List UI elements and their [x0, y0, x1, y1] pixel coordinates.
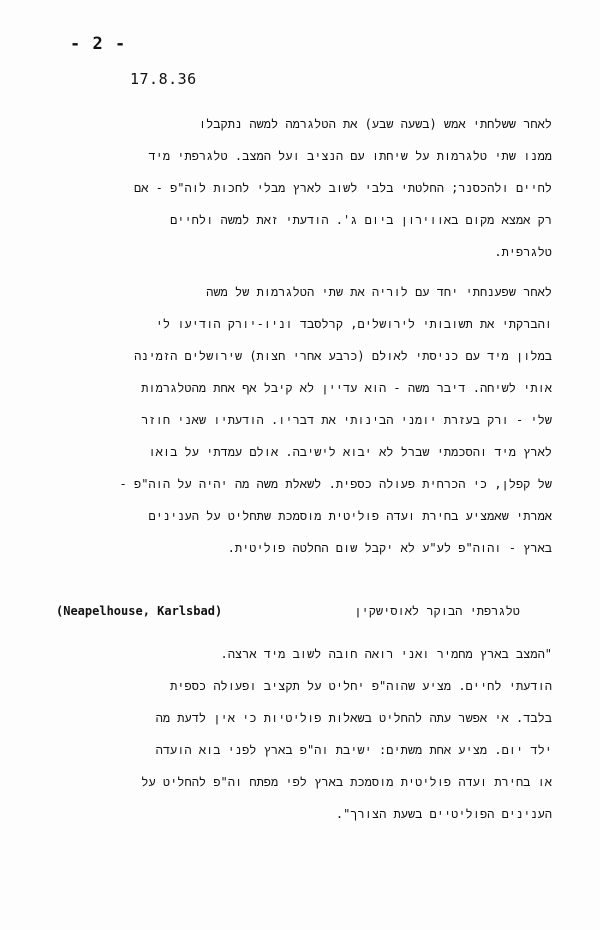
telegram-heading: טלגרפתי הבוקר לאוסישקין — [354, 604, 520, 618]
text-line: טלגרפית. — [494, 245, 552, 259]
paragraph-2 — [120, 276, 552, 564]
telegram-body — [141, 638, 552, 830]
text-line: ממנו שתי טלגרמות על שיחתו עם הנציב ועל המצב. טלגרפתי מיד — [148, 149, 552, 163]
text-line: ילד יום. מציע אחת משתים: ישיבת וה"פ בארץ לפני בוא הועדה — [155, 743, 552, 757]
text-line: שלי - ורק בעזרת יומני הבינותי את דבריו. הודעתיו שאני חוזר — [141, 413, 552, 427]
document-date: 17.8.36 — [130, 70, 197, 88]
text-line: בארץ - והוה"פ לע"ע לא יקבל שום החלטה פוליטית. — [227, 541, 552, 555]
text-line: לחיים ולהכסנר; החלטתי בלבי לשוב לארץ מבלי לחכות לוה"פ - אם — [134, 181, 552, 195]
page-number: - 2 - — [70, 34, 127, 54]
text-line: לאחר ששלחתי אמש (בשעה שבע) את הטלגרמה למשה נתקבלו — [198, 117, 552, 131]
paragraph-1 — [134, 108, 552, 268]
text-line: לארץ מיד והסכמתי שברל לא יבוא לישיבה. אולם עמדתי על בואו — [148, 445, 552, 459]
text-line: הענינים הפוליטיים בשעת הצורך". — [335, 807, 552, 821]
telegram-address: (Neapelhouse, Karlsbad) — [56, 604, 223, 618]
text-line: רק אמצא מקום באווירון ביום ג'. הודעתי זאת למשה ולחיים — [170, 213, 552, 227]
text-line: בלבד. אי אפשר עתה להחליט בשאלות פוליטיות כי אין לדעת מה — [155, 711, 552, 725]
text-line: הודעתי לחיים. מציע שהוה"פ יחליט על תקציב ופעולה כספית — [170, 679, 552, 693]
text-line: והברקתי את תשובותי לירושלים, קרלסבד וניו-יורק הודיעו לי — [155, 317, 552, 331]
text-line: "המצב בארץ מחמיר ואני רואה חובה לשוב מיד ארצה. — [220, 647, 552, 661]
text-line: אותי לשיחה. דיבר משה - הוא עדיין לא קיבל אף אחת מהטלגרמות — [141, 381, 552, 395]
text-line: לאחר שפענחתי יחד עם לוריה את שתי הטלגרמות של משה — [206, 285, 552, 299]
text-line: אמרתי שאמציע בחירת ועדה פוליטית מוסמכת שתחליט על הענינים — [148, 509, 552, 523]
text-line: או בחירת ועדה פוליטית מוסמכת בארץ לפי מפתח וה"פ להחליט על — [141, 775, 552, 789]
text-line: במלון מיד עם כניסתי לאולם (כרבע אחרי חצות) שירושלים הזמינה — [134, 349, 552, 363]
text-line: של קפלן, כי הכרחית פעולה כספית. לשאלת משה מה יהיה על הוה"פ - — [119, 477, 552, 491]
